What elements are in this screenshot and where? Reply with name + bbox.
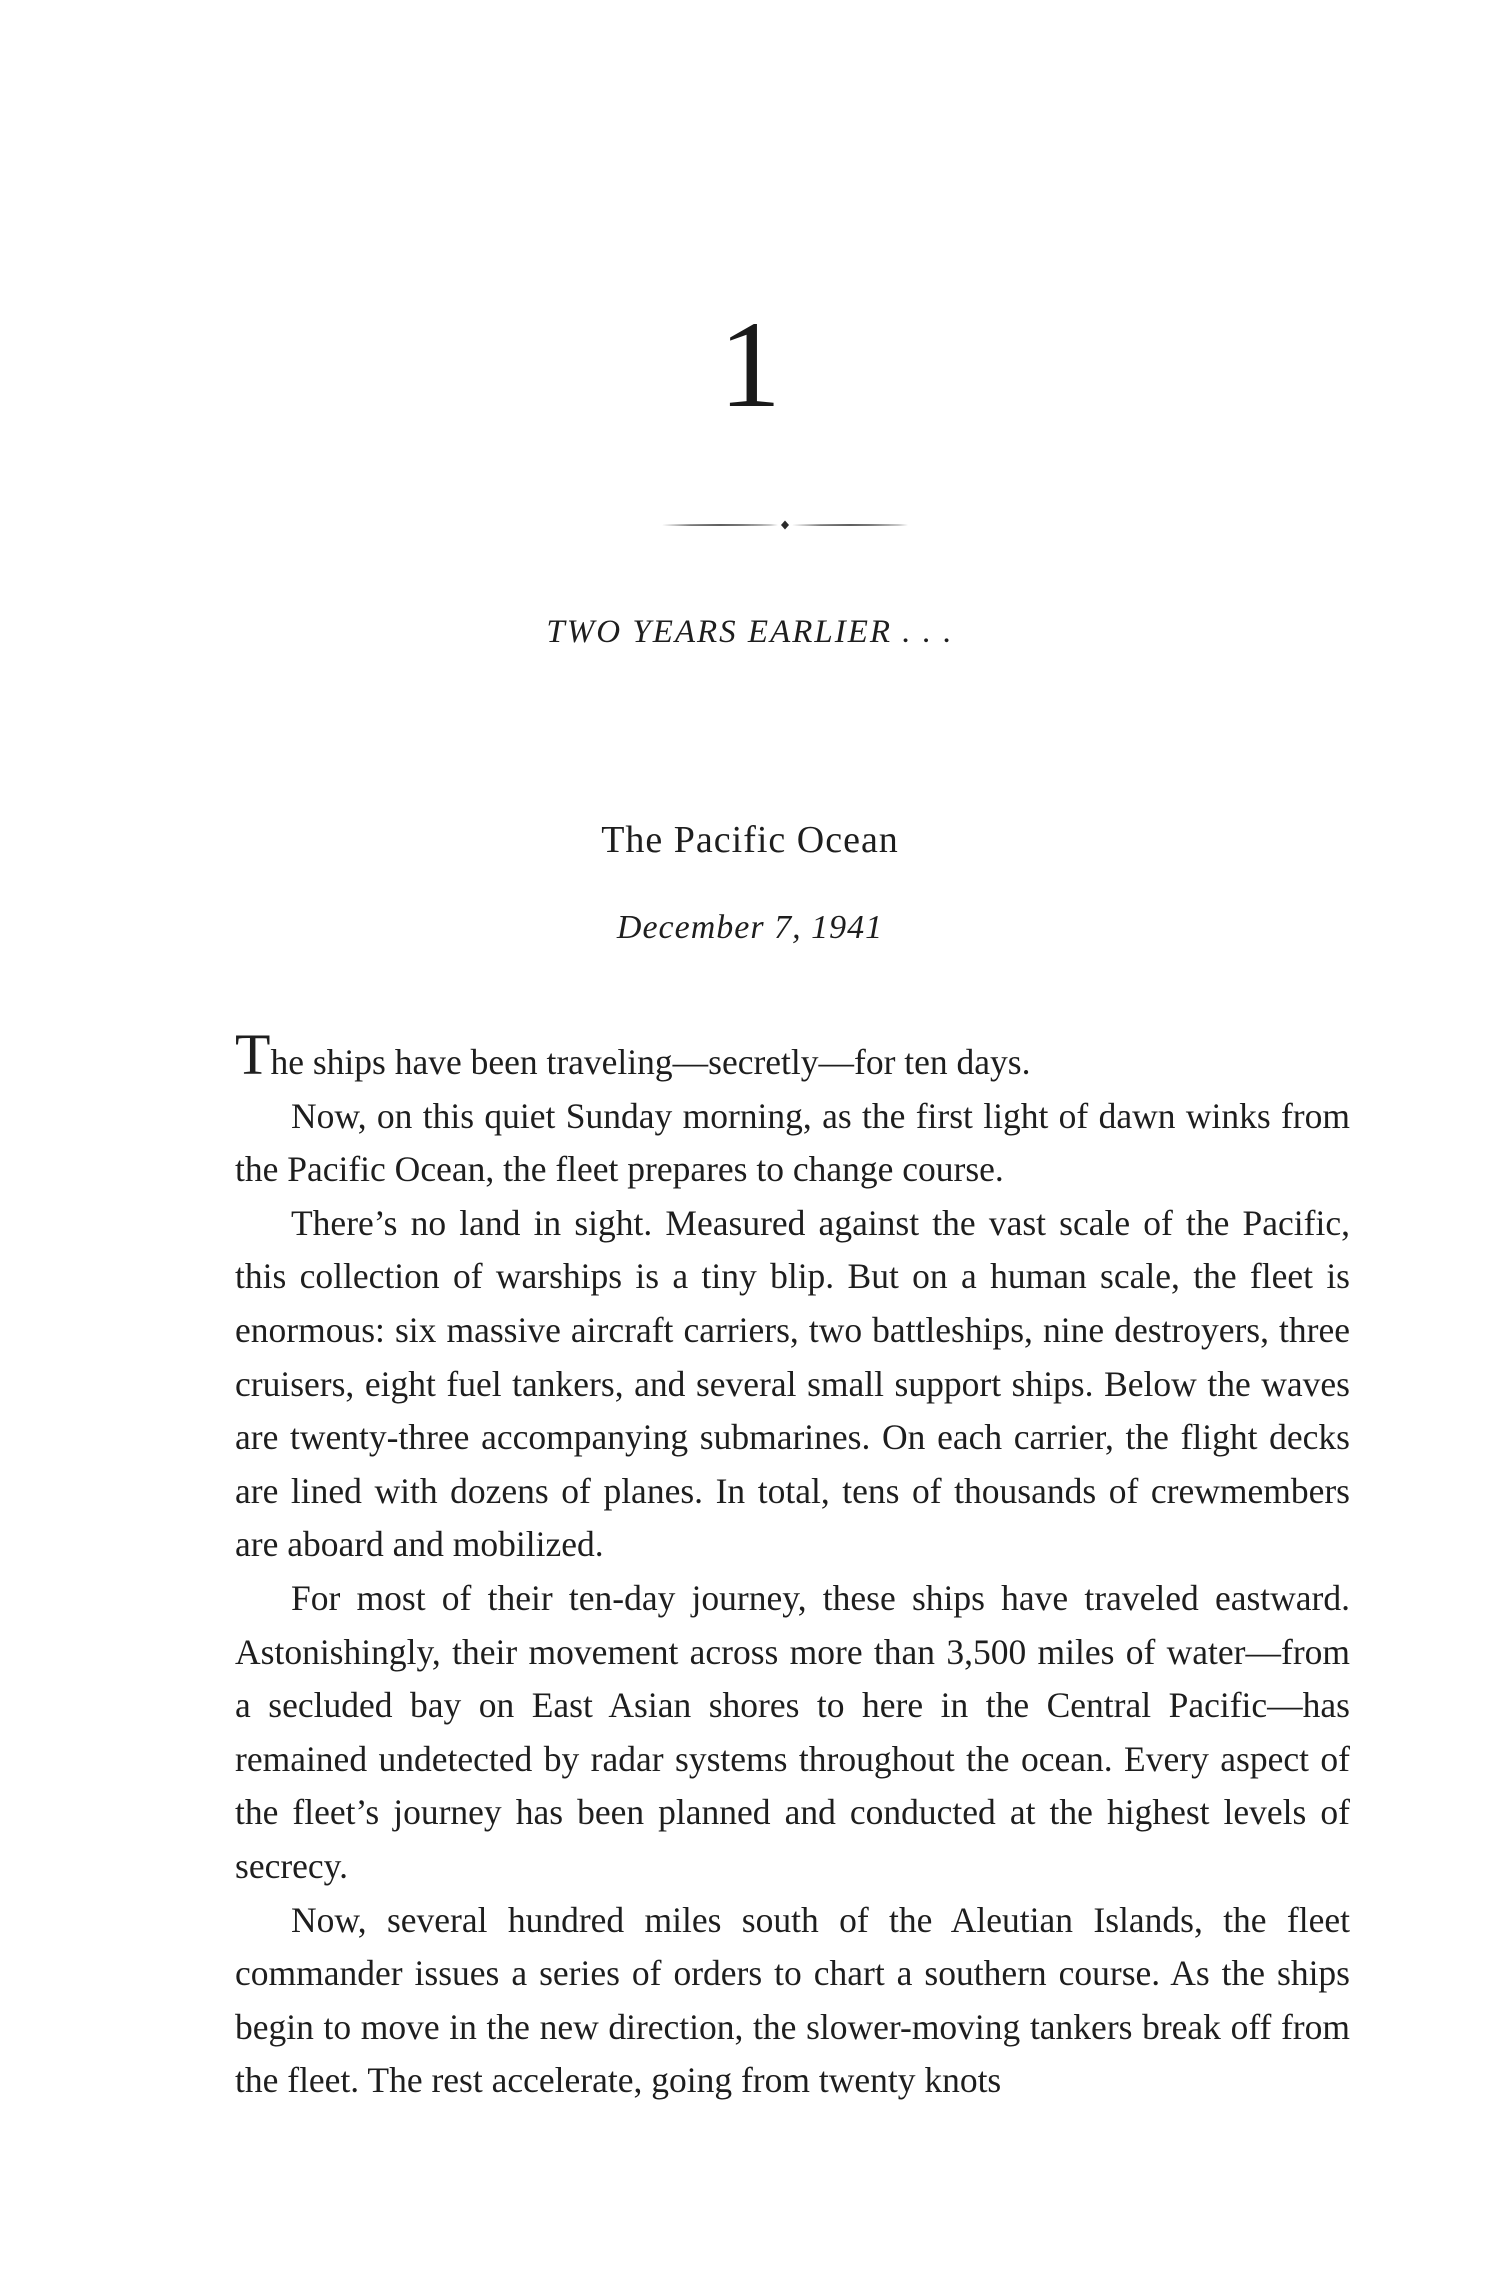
- paragraph: There’s no land in sight. Measured against the vast scale of the Pacific, this collection of warships is a tiny blip. But on a human scale, the fleet is enormous: six massive aircraft carriers, two battleships, nine destroyers, three cruisers, eight fuel tankers, and several small support ships. Below the waves are twenty-three accompanying submarines. On each carrier, the flight decks are lined with dozens of planes. In total, tens of thousands of crewmembers are aboard and mobilized.: [235, 1202, 1350, 1565]
- paragraph-text: he ships have been traveling—secretly—for ten days.: [270, 1042, 1031, 1082]
- date-line: December 7, 1941: [616, 909, 884, 946]
- paragraph: Now, several hundred miles south of the Aleutian Islands, the fleet commander issues a series of orders to chart a southern course. As the ships begin to move in the new direction, the slower-moving tankers break off from the fleet. The rest accelerate, going from twenty knots: [235, 1899, 1350, 2101]
- ornamental-divider: [660, 515, 910, 535]
- chapter-number: 1: [719, 296, 781, 433]
- section-kicker: TWO YEARS EARLIER . . .: [546, 614, 954, 650]
- paragraph: Now, on this quiet Sunday morning, as the first light of dawn winks from the Pacific Ocean, the fleet prepares to change course.: [235, 1095, 1350, 1190]
- place-heading: The Pacific Ocean: [601, 819, 899, 861]
- body-text: [235, 1022, 1350, 2108]
- paragraph: For most of their ten-day journey, these ships have traveled eastward. Astonishingly, their movement across more than 3,500 miles of water—from a secluded bay on East Asian shores to here in the Central Pacific—has remained undetected by radar systems throughout the ocean. Every aspect of the fleet’s journey has been planned and conducted at the highest levels of secrecy.: [235, 1577, 1350, 1886]
- initial-letter: T: [235, 1022, 271, 1087]
- paragraph: [235, 1022, 1350, 1090]
